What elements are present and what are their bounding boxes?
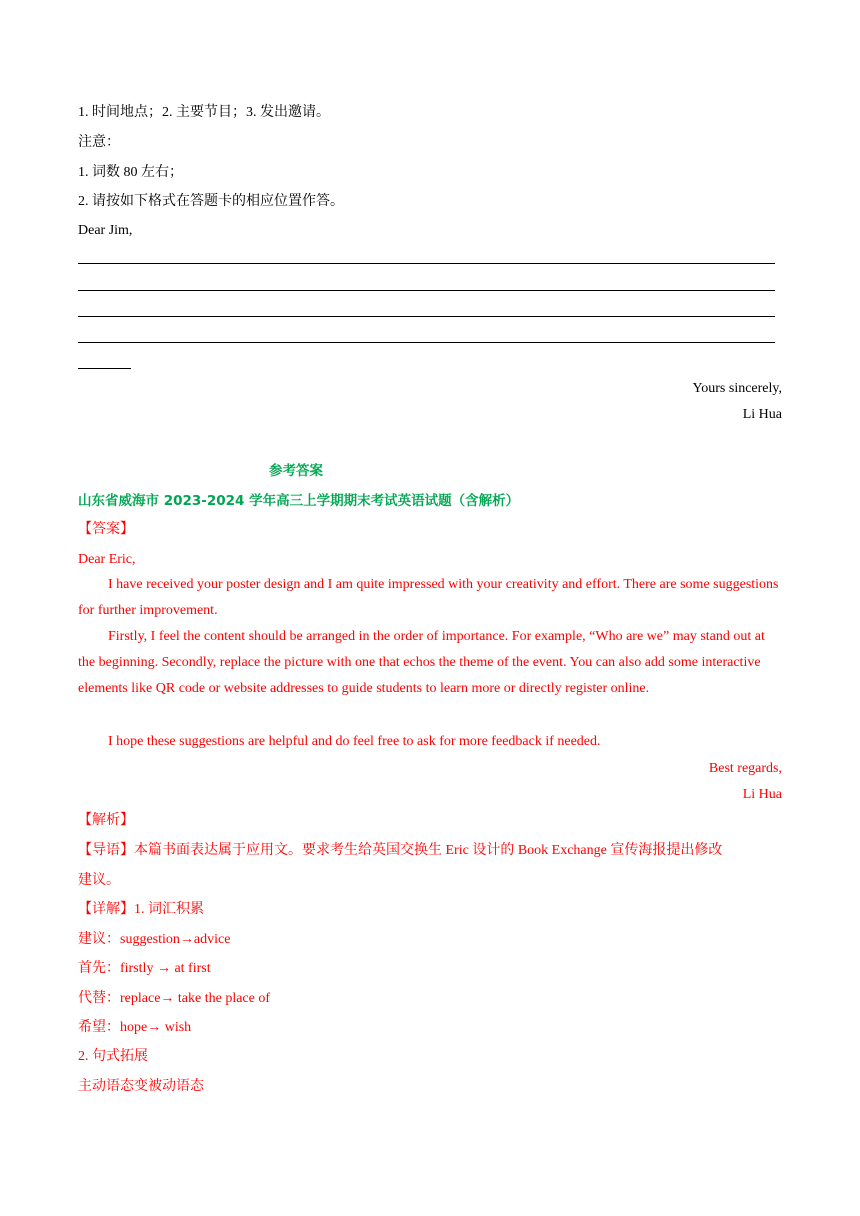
letter-salutation: Dear Eric, xyxy=(78,552,136,567)
answer-label: 【答案】 xyxy=(78,522,134,537)
answer-key-heading: 参考答案 xyxy=(269,463,323,479)
detail-sentence-title: 2. 句式拓展 xyxy=(78,1049,148,1064)
vocab-item: 希望：hope→ wish xyxy=(78,1020,192,1035)
task-salutation: Dear Jim, xyxy=(78,223,133,238)
guide-text-continued: 建议。 xyxy=(78,873,120,888)
analysis-label: 【解析】 xyxy=(78,813,134,828)
guide-text: 本篇书面表达属于应用文。要求考生给英国交换生 Eric 设计的 Book Exchange 宣传海报提出修改 xyxy=(134,843,723,858)
task-closing: Yours sincerely, xyxy=(692,381,782,396)
detail-line xyxy=(78,901,204,919)
letter-closing: Best regards, xyxy=(708,761,782,776)
answer-line xyxy=(78,316,775,317)
answer-line xyxy=(78,368,131,369)
detail-label: 【详解】 xyxy=(78,902,134,917)
letter-signature: Li Hua xyxy=(742,787,782,802)
answer-line xyxy=(78,342,775,343)
guide-label: 【导语】 xyxy=(78,843,134,858)
detail-vocab-title: 1. 词汇积累 xyxy=(134,902,204,917)
letter-paragraph-3: I hope these suggestions are helpful and do feel free to ask for more feedback if needed. xyxy=(108,734,601,749)
guide-line xyxy=(78,842,722,860)
note-label: 注意： xyxy=(78,135,120,150)
answer-line xyxy=(78,290,775,291)
task-signature: Li Hua xyxy=(742,407,782,422)
letter-paragraph-1: I have received your poster design and I am quite impressed with your creativity and effort. There are some suggestions for further improvement. xyxy=(78,577,779,618)
letter-paragraph-2: Firstly, I feel the content should be arranged in the order of importance. For example, “Who are we” may stand out at the beginning. Secondly, replace the picture with one that echos the theme of the event. You can also add some interactive elements like QR code or website addresses to guide students to learn more or directly register online. xyxy=(78,629,765,696)
content-points: 1. 时间地点；2. 主要节目；3. 发出邀请。 xyxy=(78,105,330,120)
note-word-count: 1. 词数 80 左右； xyxy=(78,165,183,180)
vocab-item: 首先：firstly → at first xyxy=(78,961,211,976)
vocab-item: 代替：replace→ take the place of xyxy=(78,991,271,1006)
detail-sentence-subtitle: 主动语态变被动语态 xyxy=(78,1079,204,1094)
answer-line xyxy=(78,263,775,264)
note-format: 2. 请按如下格式在答题卡的相应位置作答。 xyxy=(78,194,344,209)
vocab-item: 建议：suggestion→advice xyxy=(78,932,231,947)
source-title: 山东省威海市 2023-2024 学年高三上学期期末考试英语试题（含解析） xyxy=(78,493,520,509)
